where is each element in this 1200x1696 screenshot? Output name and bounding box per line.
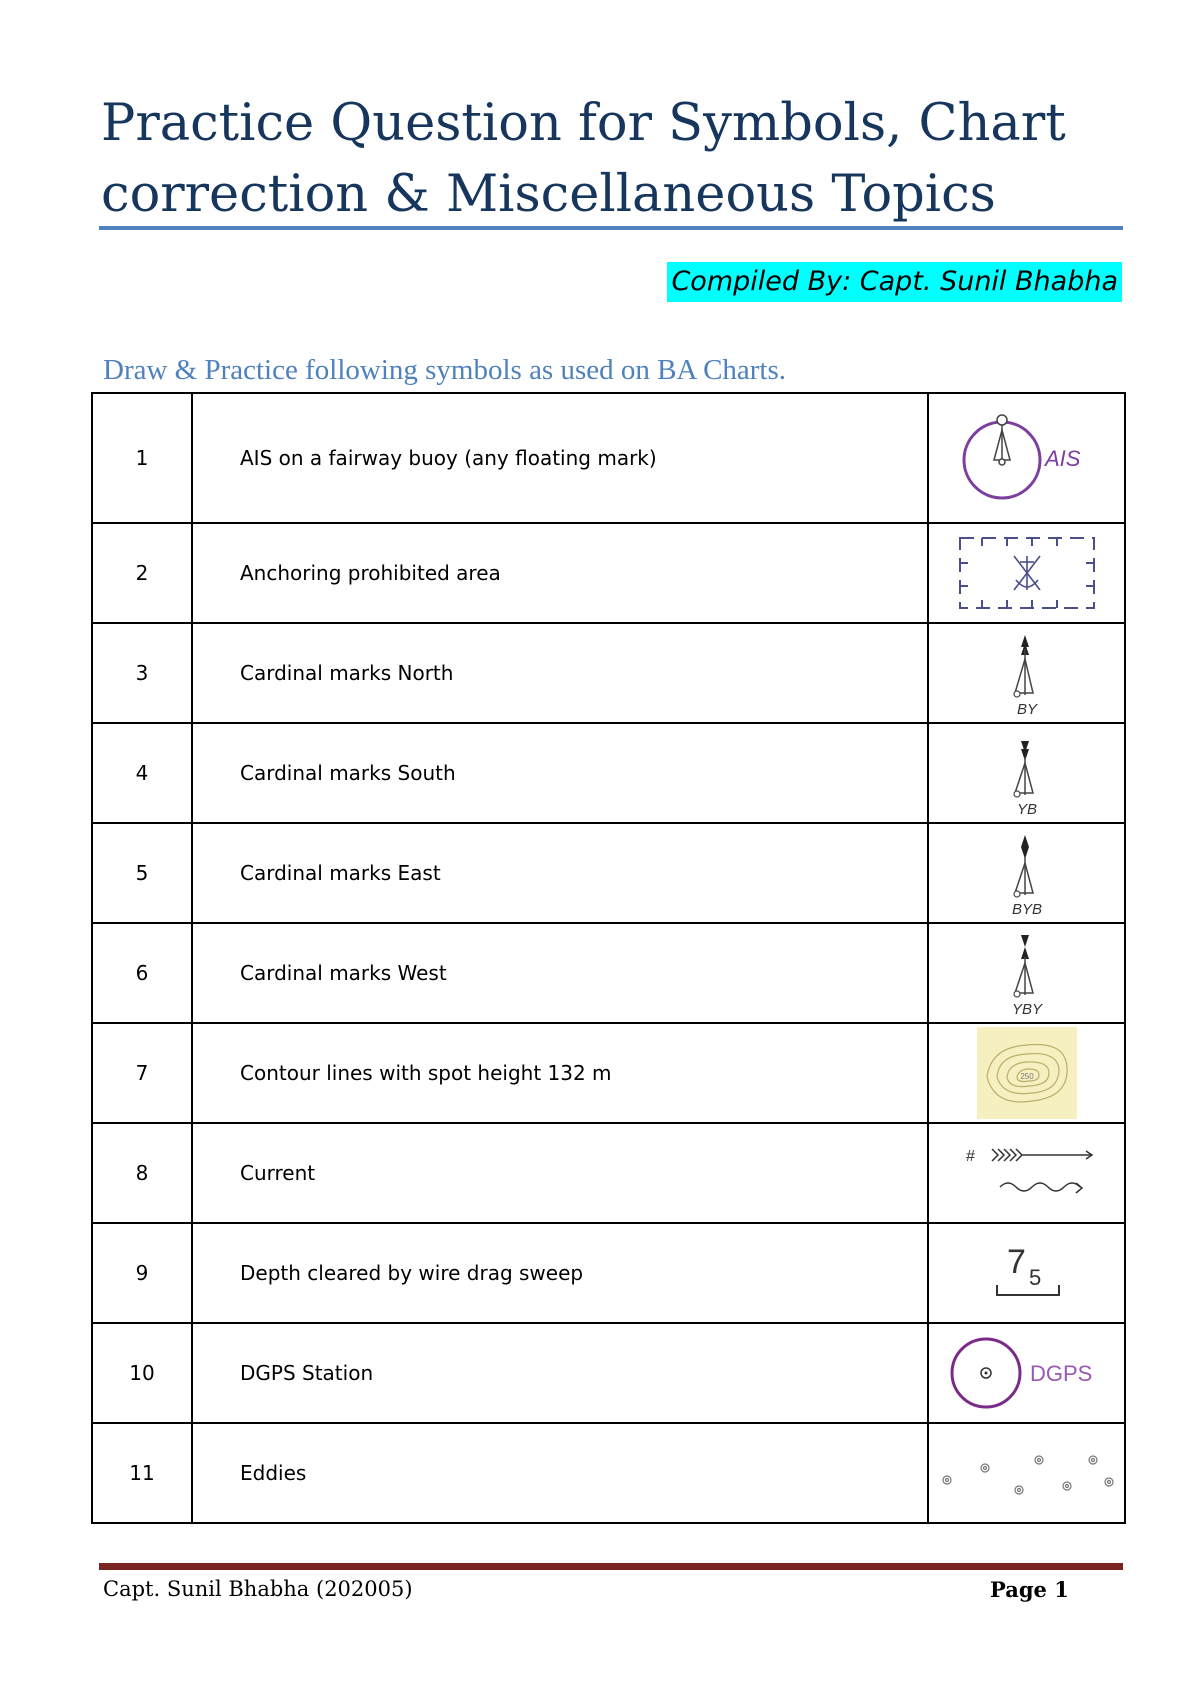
cardinal-north-icon	[997, 627, 1057, 719]
svg-text:DGPS: DGPS	[1029, 1361, 1092, 1386]
page-number: Page 1	[990, 1577, 1069, 1602]
dgps-station-icon	[942, 1331, 1112, 1415]
svg-text:5: 5	[1028, 1265, 1041, 1290]
row-description: Cardinal marks North	[192, 623, 928, 723]
row-description: Current	[192, 1123, 928, 1223]
row-number: 6	[92, 923, 192, 1023]
row-description: Cardinal marks East	[192, 823, 928, 923]
current-arrows-icon	[952, 1133, 1102, 1213]
row-symbol	[928, 1023, 1125, 1123]
row-description: Cardinal marks West	[192, 923, 928, 1023]
row-symbol	[928, 923, 1125, 1023]
contour-lines-icon	[977, 1027, 1077, 1119]
table-row	[92, 623, 1125, 723]
eddies-icon	[937, 1438, 1117, 1508]
row-symbol	[928, 1423, 1125, 1523]
row-symbol	[928, 1223, 1125, 1323]
row-description: Contour lines with spot height 132 m	[192, 1023, 928, 1123]
svg-text:BYB: BYB	[1011, 901, 1042, 918]
row-number: 4	[92, 723, 192, 823]
table-row	[92, 1023, 1125, 1123]
footer-author: Capt. Sunil Bhabha (202005)	[103, 1577, 413, 1601]
row-description: DGPS Station	[192, 1323, 928, 1423]
svg-text:250: 250	[1019, 1072, 1034, 1081]
row-symbol	[928, 623, 1125, 723]
svg-text:#: #	[965, 1148, 975, 1165]
cardinal-east-icon	[997, 827, 1057, 919]
compiled-by: Compiled By: Capt. Sunil Bhabha	[667, 262, 1122, 302]
row-symbol	[928, 393, 1125, 523]
svg-text:YBY: YBY	[1011, 1001, 1042, 1018]
row-number: 2	[92, 523, 192, 623]
row-symbol	[928, 1123, 1125, 1223]
footer-divider	[99, 1563, 1123, 1570]
svg-text:AIS: AIS	[1044, 446, 1080, 471]
row-number: 9	[92, 1223, 192, 1323]
wire-drag-sweep-icon	[977, 1233, 1077, 1313]
title-divider	[99, 226, 1123, 230]
table-row	[92, 1223, 1125, 1323]
row-description: Eddies	[192, 1423, 928, 1523]
anchoring-prohibited-icon	[952, 528, 1102, 618]
row-number: 10	[92, 1323, 192, 1423]
row-description: Anchoring prohibited area	[192, 523, 928, 623]
table-row	[92, 523, 1125, 623]
svg-text:YB: YB	[1016, 801, 1037, 818]
table-row	[92, 1123, 1125, 1223]
row-number: 7	[92, 1023, 192, 1123]
table-row	[92, 1323, 1125, 1423]
cardinal-west-icon	[997, 927, 1057, 1019]
row-number: 1	[92, 393, 192, 523]
section-heading: Draw & Practice following symbols as used on BA Charts.	[103, 354, 787, 386]
table-row	[92, 1423, 1125, 1523]
row-description: AIS on a fairway buoy (any floating mark)	[192, 393, 928, 523]
row-description: Cardinal marks South	[192, 723, 928, 823]
row-symbol	[928, 823, 1125, 923]
row-symbol	[928, 523, 1125, 623]
svg-text:7: 7	[1006, 1243, 1026, 1281]
table-row	[92, 393, 1125, 523]
ais-buoy-icon	[957, 408, 1097, 508]
row-number: 3	[92, 623, 192, 723]
row-number: 11	[92, 1423, 192, 1523]
row-symbol	[928, 1323, 1125, 1423]
table-row	[92, 823, 1125, 923]
page-title: Practice Question for Symbols, Chart correction & Miscellaneous Topics	[101, 94, 1066, 224]
table-row	[92, 923, 1125, 1023]
cardinal-south-icon	[997, 727, 1057, 819]
row-number: 5	[92, 823, 192, 923]
row-number: 8	[92, 1123, 192, 1223]
row-description: Depth cleared by wire drag sweep	[192, 1223, 928, 1323]
table-row	[92, 723, 1125, 823]
symbols-table	[91, 392, 1126, 1524]
svg-text:BY: BY	[1016, 701, 1037, 718]
row-symbol	[928, 723, 1125, 823]
